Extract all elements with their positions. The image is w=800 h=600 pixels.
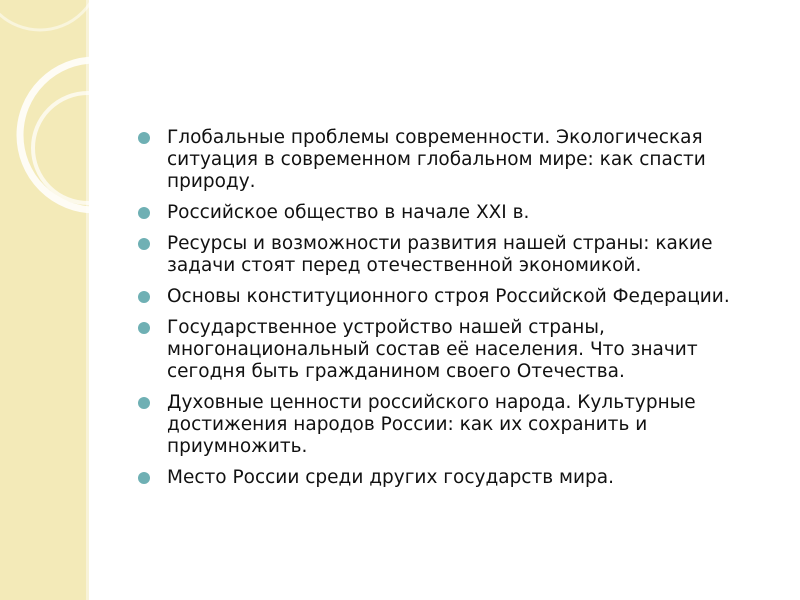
ring-top <box>0 0 100 30</box>
bullet-item <box>138 202 778 224</box>
bullet-dot-icon <box>138 397 150 409</box>
bullet-dot-icon <box>138 207 150 219</box>
bullet-dot-icon <box>138 322 150 334</box>
bullet-text: Место России среди других государств мира. <box>167 467 614 488</box>
bullet-item <box>138 392 778 458</box>
bullet-item <box>138 233 778 277</box>
bullet-text: Духовные ценности российского народа. Культурные достижения народов России: как их сохранить и приумножить. <box>167 392 696 457</box>
bullet-text: Основы конституционного строя Российской Федерации. <box>167 286 730 307</box>
bullet-text: Ресурсы и возможности развития нашей страны: какие задачи стоят перед отечественной экономикой. <box>167 233 713 276</box>
bullet-text: Глобальные проблемы современности. Экологическая ситуация в современном глобальном мире: как спасти природу. <box>167 127 706 192</box>
bullet-list <box>138 127 778 489</box>
bullet-text: Российское общество в начале XXI в. <box>167 202 530 223</box>
bullet-text: Государственное устройство нашей страны, многонациональный состав её населения. Что значит сегодня быть гражданином своего Отечества. <box>167 317 698 382</box>
bullet-item <box>138 317 778 383</box>
bullet-dot-icon <box>138 472 150 484</box>
bullet-item <box>138 127 778 193</box>
bullet-dot-icon <box>138 238 150 250</box>
bullet-dot-icon <box>138 132 150 144</box>
ring-small <box>33 93 143 203</box>
bullet-item <box>138 467 778 489</box>
bullet-item <box>138 286 778 308</box>
bullet-dot-icon <box>138 291 150 303</box>
content-area <box>138 127 778 498</box>
